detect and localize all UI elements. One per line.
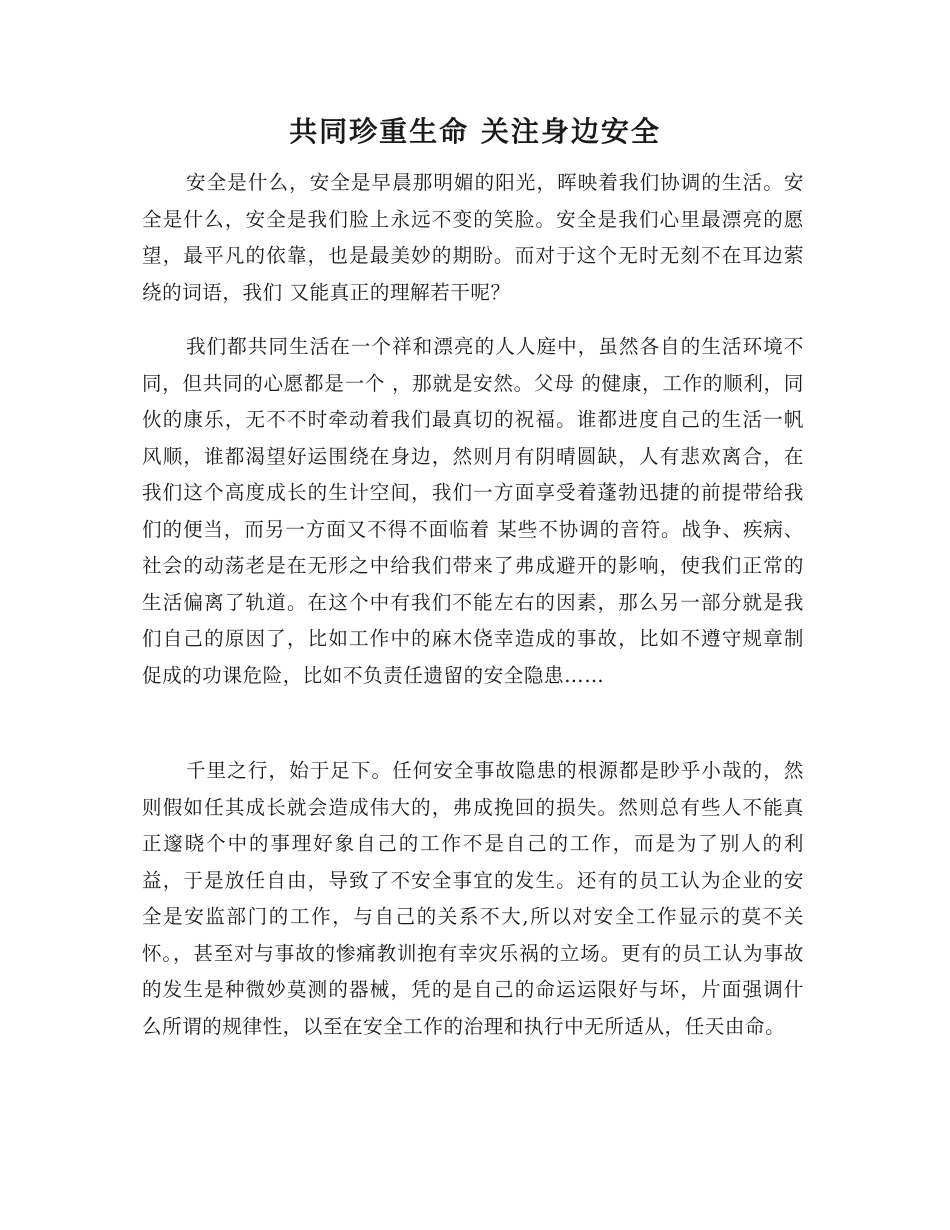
paragraph-2: 我们都共同生活在一个祥和漂亮的人人庭中，虽然各自的生活环境不同，但共同的心愿都是一个 ，那就是安然。父母 的健康，工作的顺利，同伙的康乐，无不不时牵动着我们最真切的祝福。谁都进度自己的生活一帆风顺，谁都渴望好运围绕在身边，然则月有阴晴圆缺，人有悲欢离合，在我们这个高度成长的生计空间，我们一方面享受着蓬勃迅捷的前提带给我们的便当，而另一方面又不得不面临着 某些不协调的音符。战争、疾病、社会的动荡老是在无形之中给我们带来了弗成避开的影响，使我们正常的生活偏离了轨道。在这个中有我们不能左右的因素，那么另一部分就是我们自己的原因了，比如工作中的麻木侥幸造成的事故，比如不遵守规章制促成的功课危险，比如不负责任遗留的安全隐患…… [142, 335, 804, 687]
paragraph-3: 千里之行，始于足下。任何安全事故隐患的根源都是眇乎小哉的，然则假如任其成长就会造成伟大的，弗成挽回的损失。然则总有些人不能真正邃晓个中的事理好象自己的工作不是自己的工作，而是为了别人的利益，于是放任自由，导致了不安全事宜的发生。还有的员工认为企业的安全是安监部门的工作，与自己的关系不大,所以对安全工作显示的莫不关怀。，甚至对与事故的惨痛教训抱有幸灾乐祸的立场。更有的员工认为事故的发生是种微妙莫测的器械，凭的是自己的命运运限好与坏，片面强调什么所谓的规律性，以至在安全工作的治理和执行中无所适从，任天由命。 [142, 759, 804, 1038]
paragraph-1: 安全是什么，安全是早晨那明媚的阳光，晖映着我们协调的生活。安全是什么，安全是我们脸上永远不变的笑脸。安全是我们心里最漂亮的愿望，最平凡的依靠，也是最美妙的期盼。而对于这个无时无刻不在耳边萦绕的词语，我们 又能真正的理解若干呢？ [142, 171, 804, 304]
document-title: 共同珍重生命 关注身边安全 [289, 115, 661, 148]
